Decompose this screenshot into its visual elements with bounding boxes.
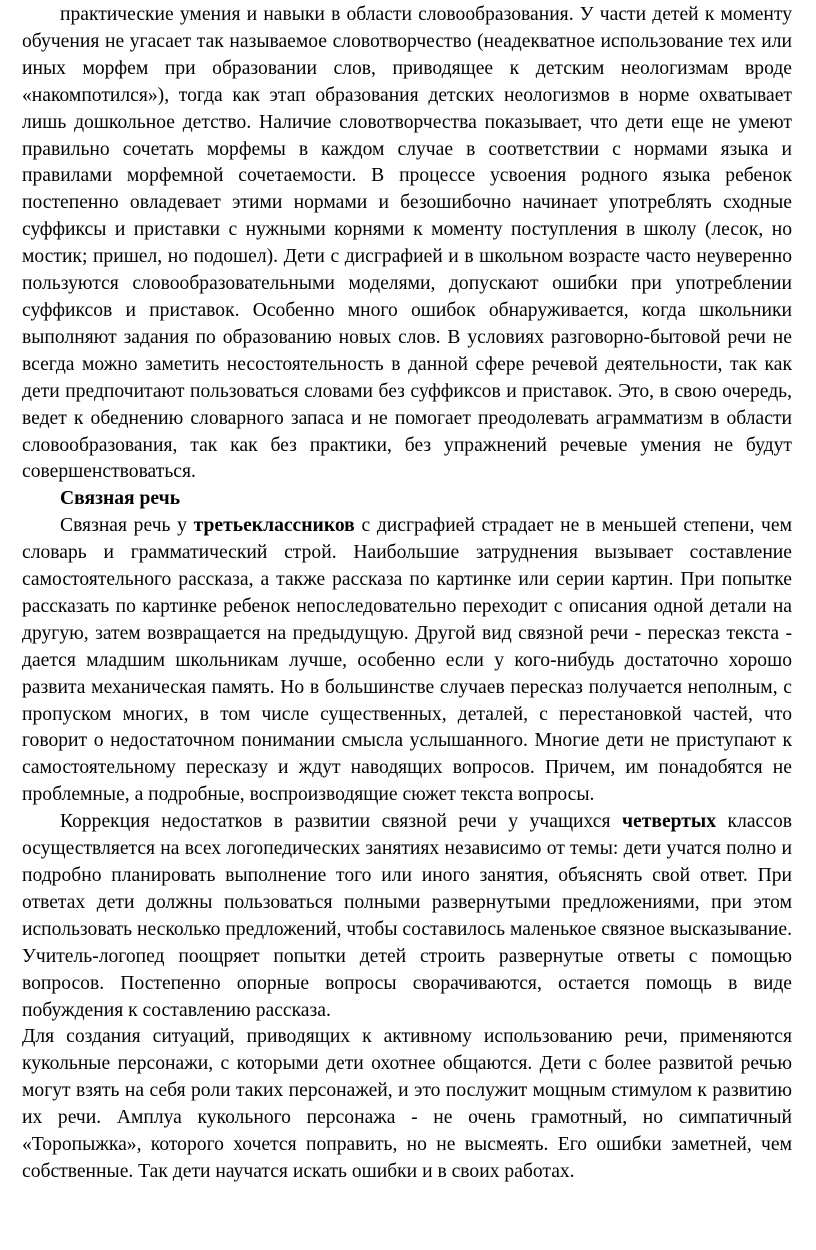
- section-heading: Связная речь: [60, 488, 181, 510]
- paragraph-text: Связная речь у: [60, 515, 194, 537]
- paragraph-text: классов осуществляется на всех логопедических занятиях независимо от темы: дети учатся полно и подробно планировать выполнение того или иного занятия, объяснять свой ответ. При ответах дети должны пользоваться полными развернутыми предложениями, при этом использовать несколько предложений, чтобы составилось маленькое связное высказывание. Учитель-логопед поощряет попытки детей строить развернутые ответы с помощью вопросов. Постепенно опорные вопросы сворачиваются, остается помощь в виде побуждения к составлению рассказа.: [22, 811, 792, 1021]
- paragraph-puppets: Для создания ситуаций, приводящих к активному использованию речи, применяются кукольные персонажи, с которыми дети охотнее общаются. Дети с более развитой речью могут взять на себя роли таких персонажей, и это послужит мощным стимулом к развитию их речи. Амплуа кукольного персонажа - не очень грамотный, но симпатичный «Торопыжка», которого хочется поправить, но не высмеять. Его ошибки заметней, чем собственные. Так дети научатся искать ошибки и в своих работах.: [22, 1026, 792, 1182]
- paragraph-text: с дисграфией страдает не в меньшей степени, чем словарь и грамматический строй. Наибольшие затруднения вызывает составление самостоятельного рассказа, а также рассказа по картинке или серии картин. При попытке рассказать по картинке ребенок непоследовательно переходит с описания одной детали на другую, затем возвращается на предыдущую. Другой вид связной речи - пересказ текста - дается младшим школьникам лучше, особенно если у кого-нибудь достаточно хорошо развита механическая память. Но в большинстве случаев пересказ получается неполным, с пропуском многих, в том числе существенных, деталей, с перестановкой частей, что говорит о недостаточном понимании смысла услышанного. Многие дети не приступают к самостоятельному пересказу и ждут наводящих вопросов. Причем, им понадобятся не проблемные, а подробные, воспроизводящие сюжет текста вопросы.: [22, 515, 793, 806]
- paragraph-correction: [22, 809, 792, 1024]
- paragraph-text: Коррекция недостатков в развитии связной речи у учащихся: [60, 811, 622, 833]
- bold-term: четвертых: [622, 811, 717, 833]
- paragraph-word-formation: практические умения и навыки в области словообразования. У части детей к моменту обучения не угасает так называемое словотворчество (неадекватное использование тех или иных морфем при образовании слов, приводящее к детским неологизмам вроде «накомпотился»), тогда как этап образования детских неологизмов в норме охватывает лишь дошкольное детство. Наличие словотворчества показывает, что дети еще не умеют правильно сочетать морфемы в каждом случае в соответствии с нормами языка и правилами морфемной сочетаемости. В процессе усвоения родного языка ребенок постепенно овладевает этими нормами и безошибочно начинает употреблять сходные суффиксы и приставки с нужными корнями к моменту поступления в школу (лесок, но мостик; пришел, но подошел). Дети с дисграфией и в школьном возрасте часто неуверенно пользуются словообразовательными моделями, допускают ошибки при употреблении суффиксов и приставок. Особенно много ошибок обнаруживается, когда школьники выполняют задания по образованию новых слов. В условиях разговорно-бытовой речи не всегда можно заметить несостоятельность в данной сфере речевой деятельности, так как дети предпочитают пользоваться словами без суффиксов и приставок. Это, в свою очередь, ведет к обеднению словарного запаса и не помогает преодолевать аграмматизм в области словообразования, так как без практики, без упражнений речевые умения не будут совершенствоваться.: [22, 4, 792, 483]
- bold-term: третьеклассников: [193, 515, 355, 537]
- paragraph-connected-speech: [22, 513, 792, 809]
